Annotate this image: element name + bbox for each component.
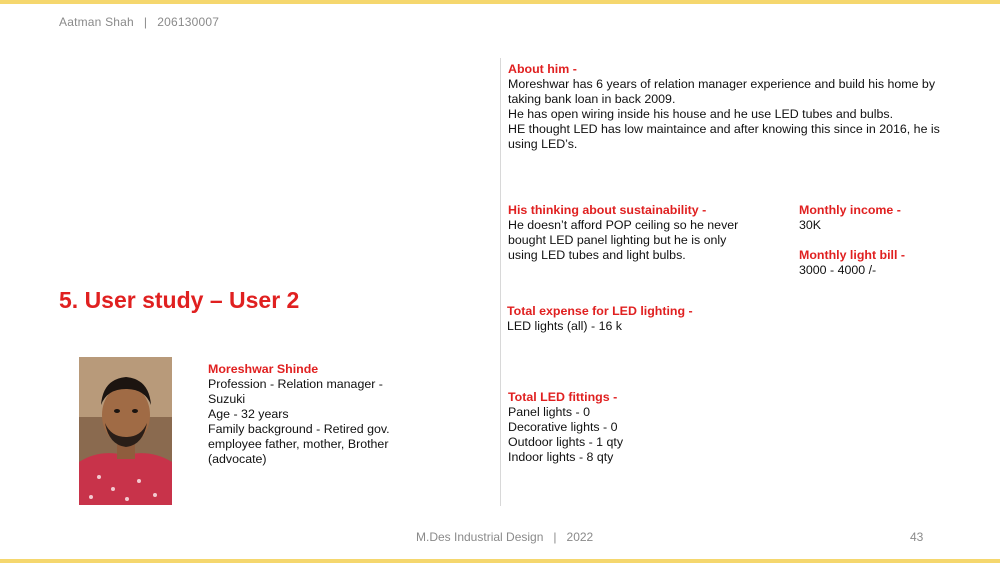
about-line: HE thought LED has low maintaince and after knowing this since in 2016, he is (508, 122, 940, 136)
header-separator: | (143, 15, 148, 29)
monthly-income-section (799, 203, 959, 233)
user-photo (79, 357, 172, 505)
fittings-line: Indoor lights - 8 qty (508, 450, 614, 464)
student-id: 206130007 (157, 15, 220, 29)
total-expense-value: LED lights (all) - 16 k (507, 319, 622, 333)
profile-line: employee father, mother, Brother (208, 437, 389, 451)
top-accent-stripe (0, 0, 1000, 4)
monthly-light-bill-value: 3000 - 4000 /- (799, 263, 877, 277)
sustainability-heading: His thinking about sustainability - (508, 203, 707, 217)
bottom-accent-stripe (0, 559, 1000, 563)
about-line: using LED’s. (508, 137, 578, 151)
sustainability-line: He doesn’t afford POP ceiling so he never (508, 218, 739, 232)
footer-year: 2022 (566, 530, 594, 544)
vertical-divider (500, 58, 501, 506)
page-title: 5. User study – User 2 (59, 287, 300, 313)
sustainability-section (508, 203, 758, 263)
monthly-light-bill-heading: Monthly light bill - (799, 248, 905, 262)
total-fittings-section (508, 390, 768, 465)
user-name: Moreshwar Shinde (208, 362, 319, 376)
about-heading: About him - (508, 62, 577, 76)
sustainability-line: bought LED panel lighting but he is only (508, 233, 727, 247)
about-line: He has open wiring inside his house and he use LED tubes and bulbs. (508, 107, 894, 121)
profile-line: Age - 32 years (208, 407, 289, 421)
footer-meta (416, 530, 593, 544)
fittings-line: Decorative lights - 0 (508, 420, 618, 434)
fittings-line: Outdoor lights - 1 qty (508, 435, 624, 449)
profile-line: Family background - Retired gov. (208, 422, 390, 436)
monthly-income-value: 30K (799, 218, 822, 232)
total-expense-section (507, 304, 767, 334)
about-line: taking bank loan in back 2009. (508, 92, 676, 106)
user-profile (208, 362, 408, 467)
monthly-income-heading: Monthly income - (799, 203, 901, 217)
header-meta (59, 15, 219, 29)
about-section (508, 62, 948, 152)
total-expense-heading: Total expense for LED lighting - (507, 304, 693, 318)
fittings-line: Panel lights - 0 (508, 405, 590, 419)
profile-line: Profession - Relation manager - (208, 377, 383, 391)
profile-line: Suzuki (208, 392, 246, 406)
sustainability-line: using LED tubes and light bulbs. (508, 248, 686, 262)
user-portrait-image (79, 357, 172, 505)
author-name: Aatman Shah (59, 15, 134, 29)
footer-separator: | (553, 530, 557, 544)
profile-line: (advocate) (208, 452, 267, 466)
monthly-light-bill-section (799, 248, 969, 278)
program-name: M.Des Industrial Design (416, 530, 544, 544)
total-fittings-heading: Total LED fittings - (508, 390, 618, 404)
about-line: Moreshwar has 6 years of relation manager experience and build his home by (508, 77, 936, 91)
page-number: 43 (910, 530, 924, 544)
